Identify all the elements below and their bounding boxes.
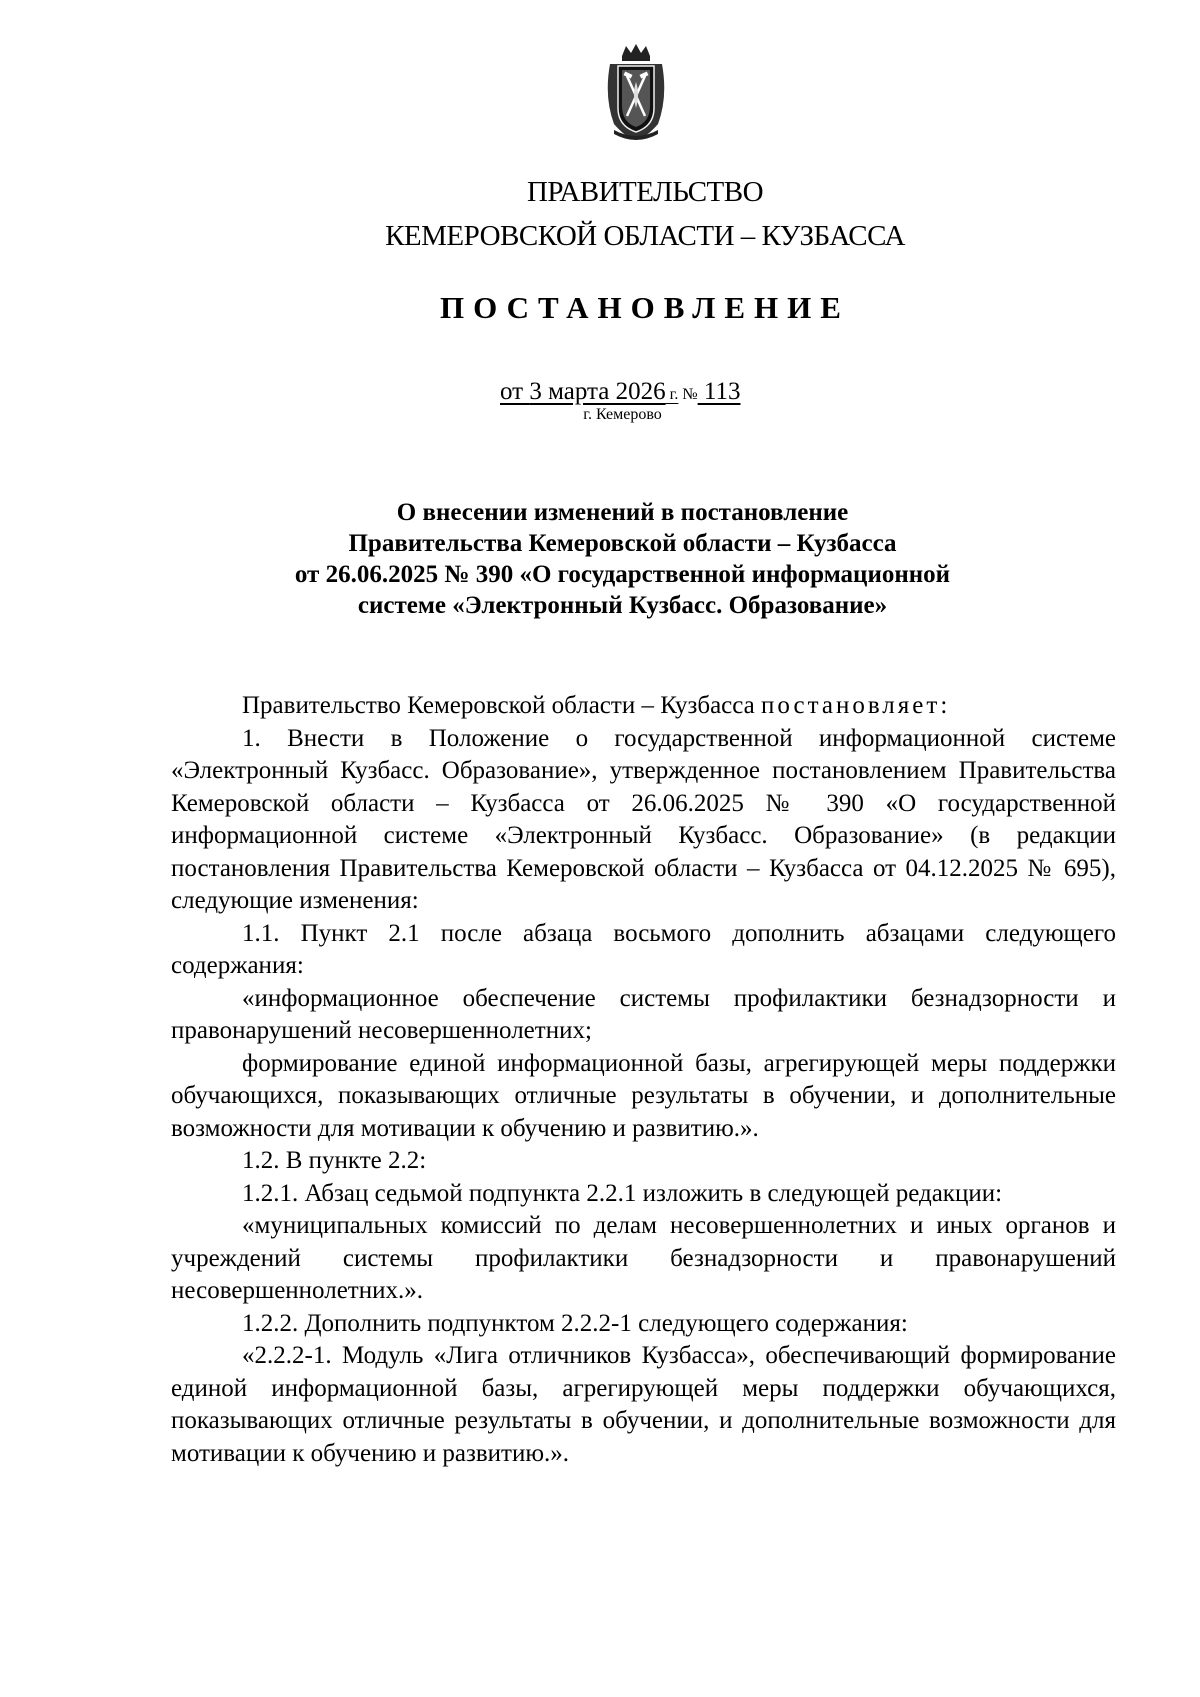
title-line1: О внесении изменений в постановление	[396, 499, 849, 526]
paragraph-1-1-a: «информационное обеспечение системы профилактики безнадзорности и правонарушений несовершеннолетних;	[171, 984, 1116, 1044]
title-line3: от 26.06.2025 № 390 «О государственной информационной	[294, 561, 951, 588]
year-suffix: г.	[665, 386, 679, 403]
paragraph-1: 1. Внести в Положение о государственной информационной системе «Электронный Кузбасс. Образование», утвержденное постановлением Правительства Кемеровской области – Кузбасса от 26.06.2025 № 390 «О государственной информационной системе «Электронный Кузбасс. Образование» (в редакции постановления Правительства Кемеровской области – Кузбасса от 04.12.2025 № 695), следующие изменения:	[171, 724, 1116, 914]
paragraph-1-1-b: формирование единой информационной базы, агрегирующей меры поддержки обучающихся, показывающих отличные результаты в обучении, и дополнительные возможности для мотивации к обучению и развитию.».	[171, 1049, 1116, 1142]
paragraph-1-2: 1.2. В пункте 2.2:	[242, 1147, 427, 1174]
document-body	[171, 690, 1116, 1470]
title-line2: Правительства Кемеровской области – Кузбасса	[348, 530, 897, 557]
title-line4: системе «Электронный Кузбасс. Образование»	[357, 592, 888, 619]
date-prefix: от	[500, 378, 530, 405]
paragraph-1-2-2-a: «2.2.2-1. Модуль «Лига отличников Кузбасса», обеспечивающий формирование единой информационной базы, агрегирующей меры поддержки обучающихся, показывающих отличные результаты в обучении, и дополнительные возможности для мотивации к обучению и развитию.».	[171, 1342, 1116, 1467]
paragraph-1-2-1-a: «муниципальных комиссий по делам несовершеннолетних и иных органов и учреждений системы профилактики безнадзорности и правонарушений несовершеннолетних.».	[171, 1212, 1116, 1304]
document-city: г. Кемерово	[583, 406, 662, 423]
paragraph-1-1: 1.1. Пункт 2.1 после абзаца восьмого дополнить абзацами следующего содержания:	[171, 919, 1116, 979]
intro-colon: :	[940, 692, 948, 719]
document-date-line	[500, 378, 740, 406]
document-type-heading: ПОСТАНОВЛЕНИЕ	[440, 290, 850, 325]
government-name-line1: ПРАВИТЕЛЬСТВО	[526, 176, 764, 208]
intro-paragraph	[171, 690, 1116, 723]
intro-verb: постановляет	[761, 692, 941, 719]
paragraph-1-2-2: 1.2.2. Дополнить подпунктом 2.2.2-1 следующего содержания:	[242, 1309, 908, 1337]
intro-text: Правительство Кемеровской области – Кузбасса	[242, 692, 762, 719]
kemerovo-coat-of-arms-icon	[600, 42, 672, 142]
document-title	[0, 497, 1200, 621]
paragraph-1-2-1: 1.2.1. Абзац седьмой подпункта 2.2.1 изложить в следующей редакции:	[242, 1179, 1003, 1207]
document-date: 3 марта 2026	[529, 378, 666, 405]
document-number: 113	[697, 378, 741, 405]
number-sign: №	[678, 386, 698, 403]
government-name-line2: КЕМЕРОВСКОЙ ОБЛАСТИ – КУЗБАССА	[385, 220, 905, 252]
